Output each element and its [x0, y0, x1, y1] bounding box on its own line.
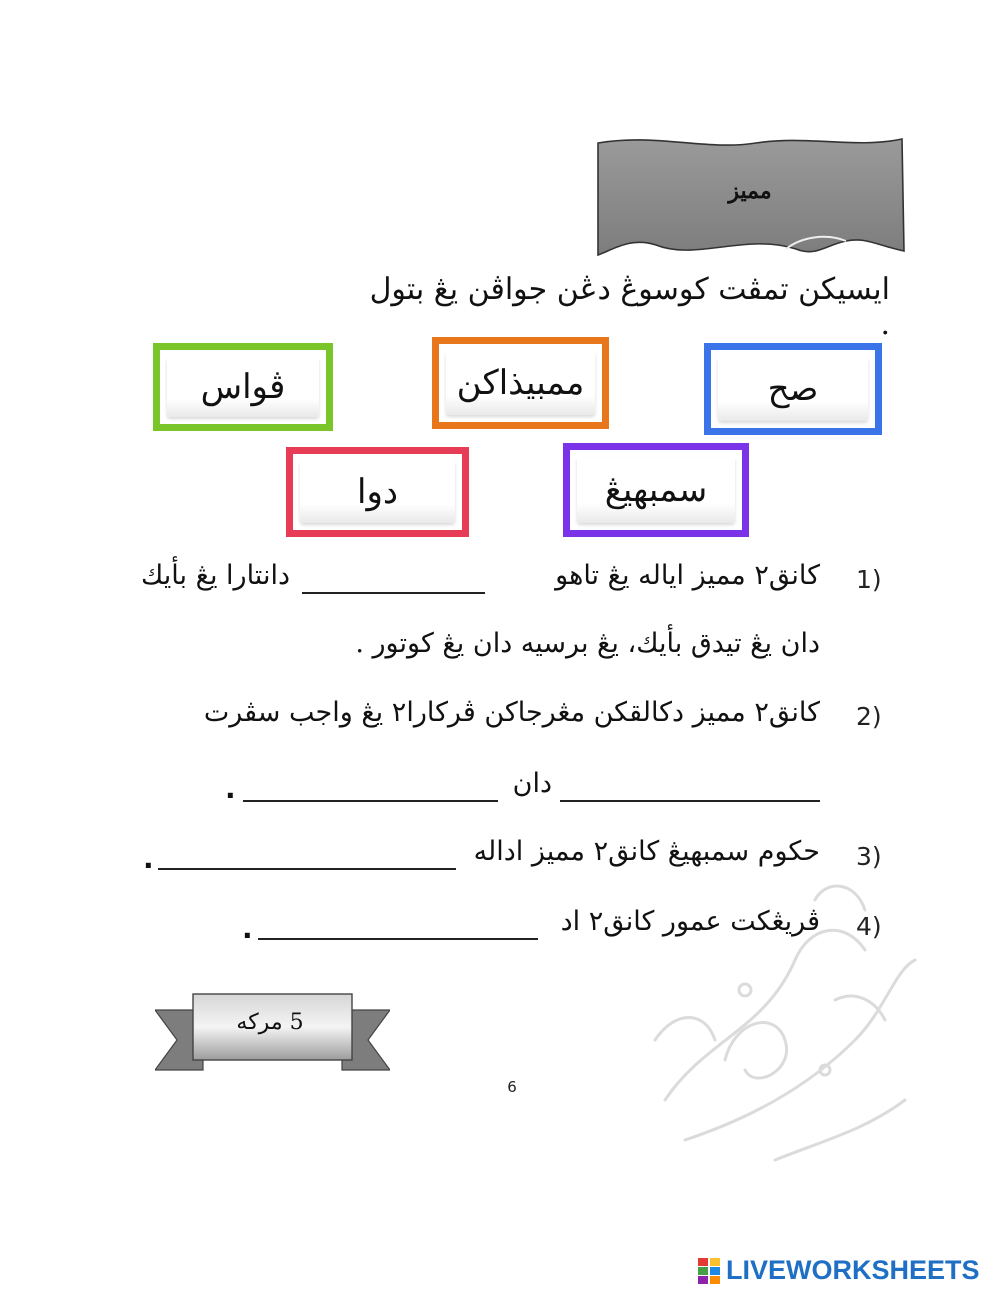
marks-label: 5 مركه — [236, 1010, 304, 1035]
question-2-period: . — [225, 772, 236, 805]
question-1-text: كانق٢ مميز اياله يڠ تاهو — [555, 560, 820, 591]
answer-blank-4[interactable] — [258, 938, 538, 940]
question-number-3: 3) — [856, 842, 882, 871]
word-box-label: دوا — [300, 461, 455, 523]
liveworksheets-logo — [698, 1255, 980, 1286]
question-2-text: كانق٢ مميز دكالقكن مڠرجاكن ڤركارا٢ يڠ واجب سڤرت — [203, 697, 820, 728]
question-4-text: ڤريڠكت عمور كانق٢ اد — [560, 906, 820, 937]
question-number-1: 1) — [856, 565, 882, 594]
word-box-purple[interactable] — [563, 443, 749, 537]
page-number: 6 — [507, 1078, 517, 1096]
word-box-blue[interactable] — [704, 343, 882, 435]
question-3-period: . — [143, 842, 154, 875]
word-box-label: سمبهيڠ — [577, 457, 735, 523]
word-box-label: ڤواس — [167, 357, 320, 418]
question-1-line2: دان يڠ تيدق بأيك، يڠ برسيه دان يڠ كوتور . — [355, 628, 820, 659]
question-2-mid: دان — [512, 768, 552, 799]
word-box-label: ممبيذاكن — [446, 351, 596, 415]
liveworksheets-brand: LIVEWORKSHEETS — [726, 1255, 980, 1285]
word-box-red[interactable] — [286, 447, 469, 537]
word-box-orange[interactable] — [432, 337, 609, 429]
question-number-2: 2) — [856, 702, 882, 731]
question-1-text-end: دانتارا يڠ بأيك — [140, 560, 290, 591]
word-box-label: صح — [718, 357, 869, 421]
liveworksheets-logo-icon — [698, 1258, 720, 1284]
question-3-text: حكوم سمبهيڠ كانق٢ مميز اداله — [473, 836, 820, 867]
question-4-period: . — [242, 912, 253, 945]
answer-blank-3[interactable] — [158, 868, 456, 870]
calligraphy-watermark — [625, 840, 935, 1190]
answer-blank-2b[interactable] — [243, 800, 498, 802]
word-box-green[interactable] — [153, 343, 333, 431]
question-number-4: 4) — [856, 912, 882, 941]
answer-blank-1[interactable] — [302, 592, 485, 594]
instruction-text: ايسيكن تمڤت كوسوڠ دڠن جواڤن يڠ بتول . — [369, 272, 890, 342]
banner-title: مميز — [728, 178, 772, 204]
answer-blank-2a[interactable] — [560, 800, 820, 802]
